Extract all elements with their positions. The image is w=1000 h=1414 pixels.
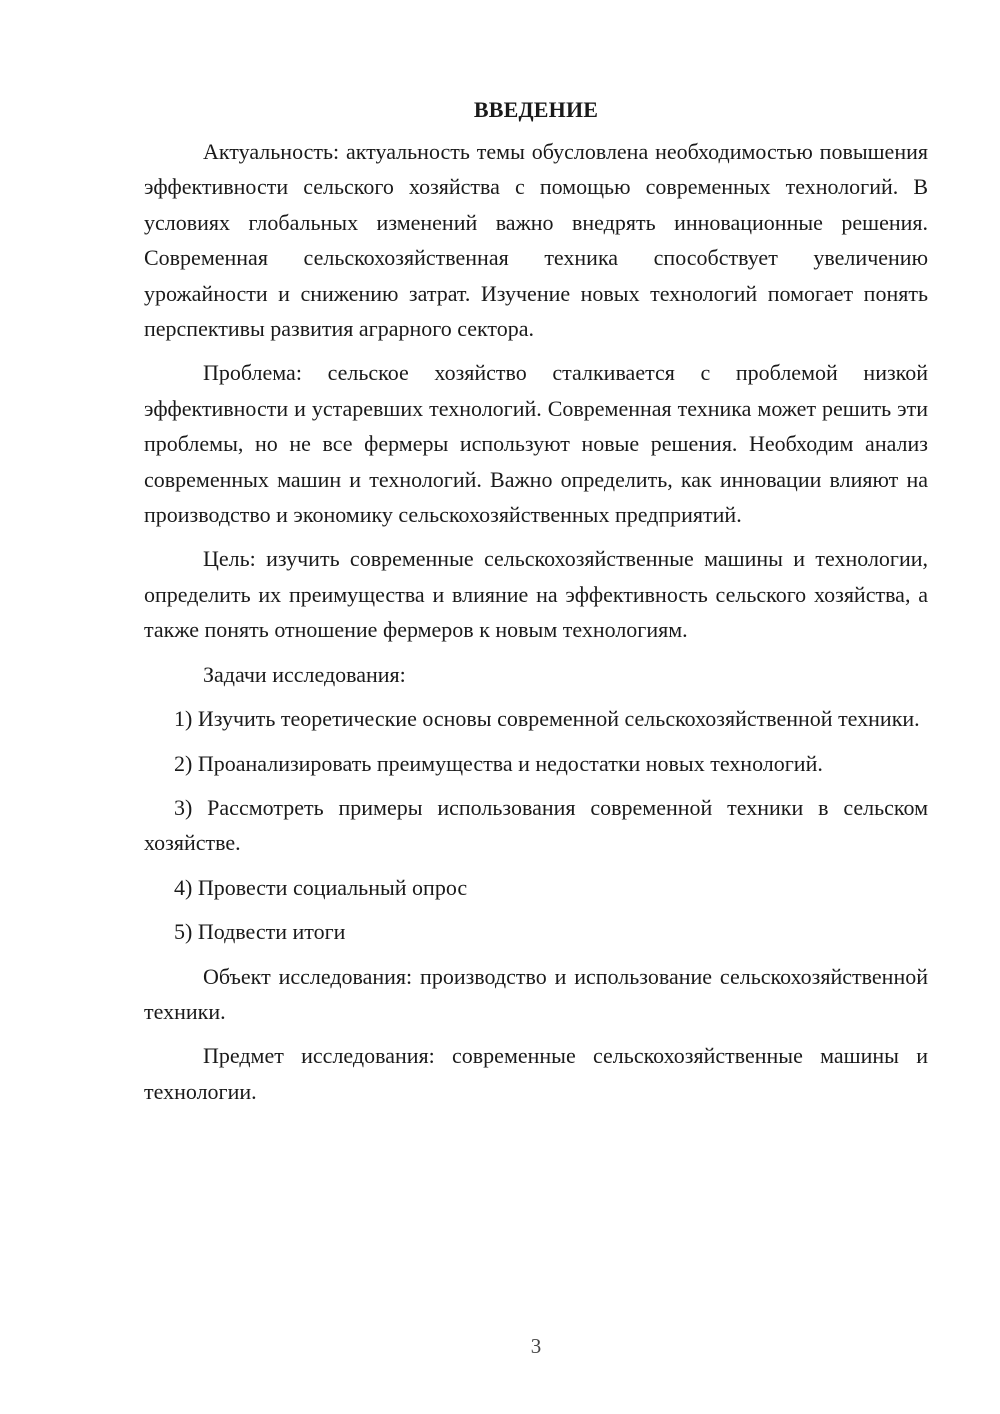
page-title: ВВЕДЕНИЕ (473, 97, 599, 122)
page-content (144, 96, 928, 1118)
paragraph-goal: Цель: изучить современные сельскохозяйственные машины и технологии, определить их преимущества и влияние на эффективность сельского хозяйства, а также понять отношение фермеров к новым технологиям. (144, 546, 928, 643)
task-item-1: 1) Изучить теоретические основы современной сельскохозяйственной техники. (174, 706, 920, 732)
task-item-2: 2) Проанализировать преимущества и недостатки новых технологий. (174, 750, 823, 776)
page-number: 3 (530, 1334, 542, 1358)
paragraph-subject: Предмет исследования: современные сельскохозяйственные машины и технологии. (144, 1043, 928, 1104)
paragraph-relevance: Актуальность: актуальность темы обусловлена необходимостью повышения эффективности сельского хозяйства с помощью современных технологий. В условиях глобальных изменений важно внедрять инновационные решения. Современная сельскохозяйственная техника способствует увеличению урожайности и снижению затрат. Изучение новых технологий помогает понять перспективы развития аграрного сектора. (144, 139, 928, 342)
tasks-heading: Задачи исследования: (203, 661, 406, 687)
task-item-5: 5) Подвести итоги (174, 919, 346, 945)
paragraph-object: Объект исследования: производство и использование сельскохозяйственной техники. (144, 963, 928, 1024)
task-item-4: 4) Провести социальный опрос (174, 874, 468, 900)
paragraph-problem: Проблема: сельское хозяйство сталкивается с проблемой низкой эффективности и устаревших технологий. Современная техника может решить эти проблемы, но не все фермеры используют новые решения. Необходим анализ современных машин и технологий. Важно определить, как инновации влияют на производство и экономику сельскохозяйственных предприятий. (144, 360, 928, 528)
task-item-3: 3) Рассмотреть примеры использования современной техники в сельском хозяйстве. (144, 794, 928, 856)
